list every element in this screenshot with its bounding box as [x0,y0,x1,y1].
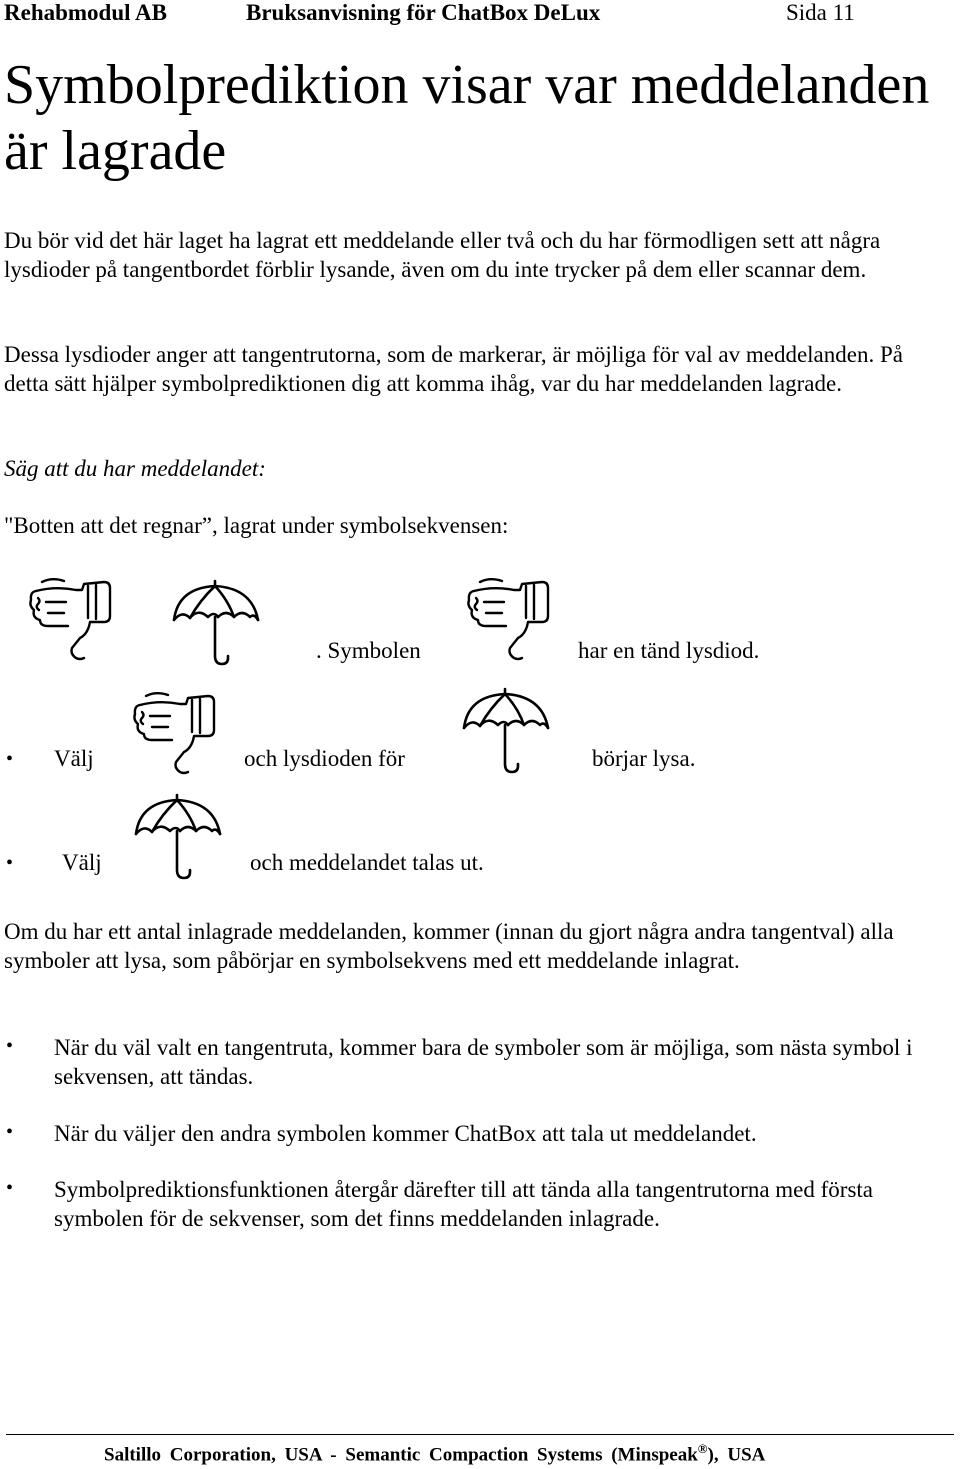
example-intro: Säg att du har meddelandet: [4,456,266,481]
umbrella-icon [460,686,552,776]
step-select-text: Välj [62,850,102,875]
thumbs-down-hand-icon [130,690,220,780]
bullet-text: När du väljer den andra symbolen kommer ChatBox att tala ut meddelandet. [54,1121,757,1146]
registered-mark: ® [697,1441,708,1456]
thumbs-down-hand-icon [26,576,116,666]
footer-text: Saltillo Corporation, USA - Semantic Compaction Systems (Minspeak [104,1444,698,1466]
umbrella-icon [132,792,224,882]
step-starts-lighting-text: börjar lysa. [592,746,696,771]
page-title: Symbolprediktion visar var meddelanden är lagrade [4,54,930,182]
example-message: "Botten att det regnar”, lagrat under symbolsekvensen: [4,513,509,538]
bullet-marker: • [6,1177,14,1199]
bullet-marker: • [6,748,14,770]
footer-suffix: ), USA [707,1444,766,1466]
intro-paragraph: Du bör vid det här laget ha lagrat ett meddelande eller två och du har förmodligen sett att några lysdioder på tangentbordet förblir lysande, även om du inte trycker på dem eller scannar dem. [4,228,881,282]
step-led-text: och lysdioden för [244,746,405,771]
step-spoken-text: och meddelandet talas ut. [250,850,484,875]
step-select-text: Välj [54,746,94,771]
explanation-paragraph: Dessa lysdioder anger att tangentrutorna, som de markerar, är möjliga för val av meddelanden. På detta sätt hjälper symbolprediktionen dig att komma ihåg, var du har meddelanden lagrade. [4,342,903,396]
header-page-number: Sida 11 [786,0,855,25]
umbrella-icon [170,578,262,668]
bullet-marker: • [6,1035,14,1057]
symbolen-text: . Symbolen [316,638,421,663]
thumbs-down-hand-icon [464,576,554,666]
footer-divider [6,1434,954,1435]
footer-credit [104,1441,765,1466]
stored-messages-paragraph: Om du har ett antal inlagrade meddelanden, kommer (innan du gjort några andra tangentval) alla symboler att lysa, som påbörjar en symbolsekvens med ett meddelande inlagrat. [4,919,894,973]
bullet-marker: • [6,852,14,874]
bullet-text: Symbolprediktionsfunktionen återgår därefter till att tända alla tangentrutorna med första symbolen för de sekvenser, som det finns meddelanden inlagrade. [54,1177,874,1231]
header-company: Rehabmodul AB [4,0,167,25]
bullet-marker: • [6,1121,14,1143]
lit-led-text: har en tänd lysdiod. [578,638,760,663]
header-manual-title: Bruksanvisning för ChatBox DeLux [246,0,601,25]
bullet-text: När du väl valt en tangentruta, kommer bara de symboler som är möjliga, som nästa symbol i sekvensen, att tändas. [54,1035,913,1089]
